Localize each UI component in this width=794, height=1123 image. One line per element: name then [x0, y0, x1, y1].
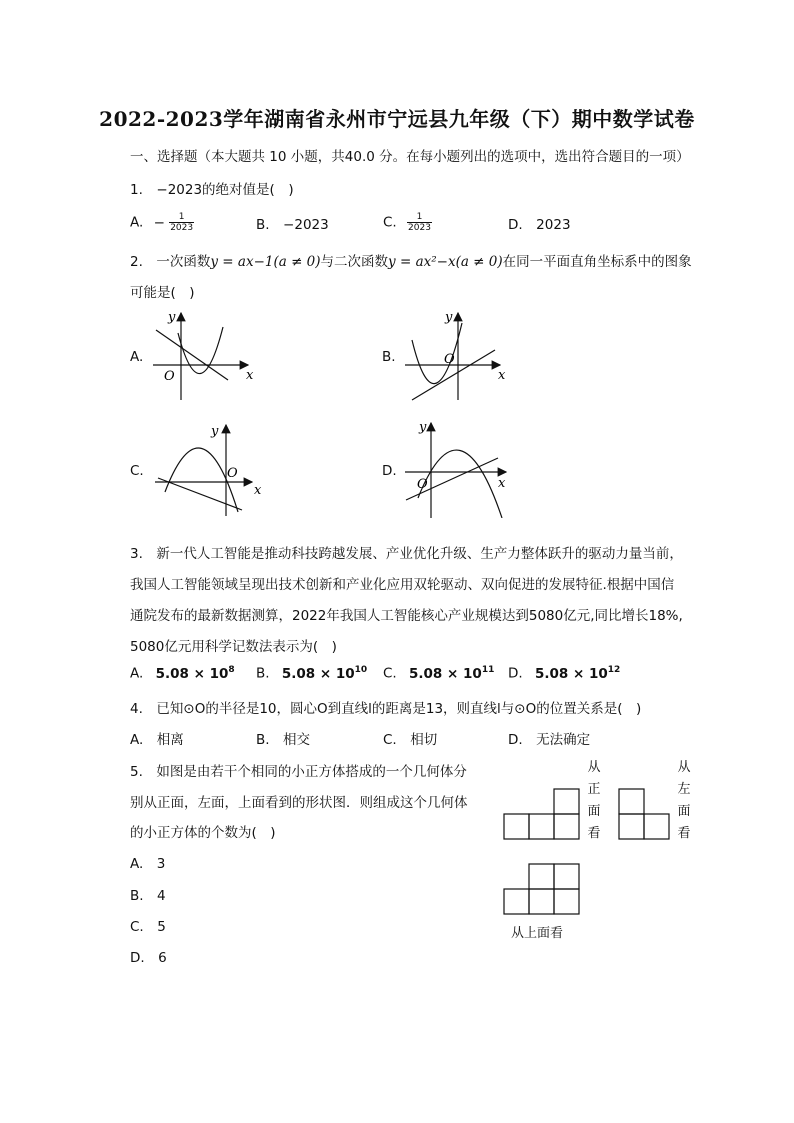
y-axis-label: y	[168, 310, 176, 325]
q3-option-a[interactable]	[130, 665, 235, 682]
q4-stem: 4. 已知⊙O的半径是10，圆心O到直线l的距离是13，则直线l与⊙O的位置关系是( )	[130, 701, 642, 717]
q5-top-view-label: 从上面看	[511, 926, 564, 941]
q3-d-label: D.	[508, 665, 523, 682]
left-view-cube	[619, 814, 644, 839]
q5-left-view-label: 从左面看	[677, 760, 691, 841]
q2-mid: 与二次函数	[320, 254, 389, 270]
q1-a-numerator: 1	[169, 212, 194, 223]
q2-pre: 2. 一次函数	[130, 254, 211, 270]
q3-option-d[interactable]	[508, 665, 620, 682]
q3-line2: 我国人工智能领域呈现出技术创新和产业化应用双轮驱动、双向促进的发展特征.根据中国信	[130, 577, 675, 593]
q3-a-label: A.	[130, 665, 144, 682]
x-axis-label: x	[498, 368, 506, 383]
q2-graph-b	[400, 305, 520, 405]
q1-c-label: C.	[383, 214, 397, 231]
top-view-cube	[529, 889, 554, 914]
left-view-cube	[644, 814, 669, 839]
q2-option-c[interactable]: C.	[130, 463, 144, 479]
origin-label: O	[417, 477, 428, 492]
y-axis-label: y	[419, 420, 427, 435]
page-title: 2022-2023学年湖南省永州市宁远县九年级（下）期中数学试卷	[99, 107, 695, 131]
top-view-cube	[554, 889, 579, 914]
q2-graph-a	[148, 305, 268, 405]
q5-line3: 的小正方体的个数为( )	[130, 825, 276, 841]
x-axis-label: x	[246, 368, 254, 383]
q3-d-base: 5.08 × 10	[534, 665, 608, 682]
q5-front-view-label: 从正面看	[587, 760, 601, 841]
q4-option-d[interactable]: D. 无法确定	[508, 732, 591, 748]
q1-stem: 1. −2023的绝对值是( )	[130, 182, 294, 198]
q5-option-d[interactable]: D. 6	[130, 950, 167, 966]
q3-b-label: B.	[256, 665, 270, 682]
q2-graph-c	[150, 420, 270, 520]
q3-d-exponent: 12	[607, 665, 621, 675]
q1-a-label: A.	[130, 214, 144, 231]
q1-c-fraction	[407, 212, 432, 233]
q1-option-d[interactable]: D. 2023	[508, 217, 571, 233]
q2-line1	[130, 250, 692, 270]
top-view-cube	[529, 864, 554, 889]
q5-option-c[interactable]: C. 5	[130, 919, 166, 935]
q1-option-a[interactable]	[130, 212, 194, 233]
q5-top-view	[500, 862, 582, 918]
q2-option-a[interactable]: A.	[130, 349, 144, 365]
origin-label: O	[444, 352, 455, 367]
q3-line4: 5080亿元用科学记数法表示为( )	[130, 639, 337, 655]
q2-option-d[interactable]: D.	[382, 463, 397, 479]
q3-b-exponent: 10	[354, 665, 368, 675]
q5-front-view	[500, 785, 582, 841]
line	[158, 478, 242, 510]
section-heading: 一、选择题（本大题共 10 小题，共40.0 分。在每小题列出的选项中，选出符合题目的一项）	[130, 149, 690, 165]
q2-graph-d	[400, 418, 520, 518]
front-view-cube	[504, 814, 529, 839]
q3-c-exponent: 11	[481, 665, 495, 675]
top-view-cube	[554, 864, 579, 889]
q5-option-a[interactable]: A. 3	[130, 856, 166, 872]
q4-option-c[interactable]: C. 相切	[383, 732, 438, 748]
q3-line3: 通院发布的最新数据测算，2022年我国人工智能核心产业规模达到5080亿元,同比增长18%,	[130, 608, 683, 624]
q1-c-numerator: 1	[407, 212, 432, 223]
q3-c-base: 5.08 × 10	[409, 665, 482, 682]
q3-a-exponent: 8	[228, 665, 235, 675]
q3-a-base: 5.08 × 10	[155, 665, 229, 682]
q3-c-label: C.	[383, 665, 397, 682]
front-view-cube	[554, 814, 579, 839]
q2-formula-linear: y = ax−1(a ≠ 0)	[210, 254, 321, 270]
y-axis-label: y	[445, 310, 453, 325]
x-axis-label: x	[498, 476, 506, 491]
front-view-cube	[529, 814, 554, 839]
q2-formula-quadratic: y = ax²−x(a ≠ 0)	[388, 254, 503, 270]
front-view-cube	[554, 789, 579, 814]
q3-b-base: 5.08 × 10	[281, 665, 355, 682]
q1-a-fraction	[169, 212, 194, 233]
origin-label: O	[227, 466, 238, 481]
q5-line2: 别从正面，左面，上面看到的形状图．则组成这个几何体	[130, 795, 468, 811]
top-view-cube	[504, 889, 529, 914]
q1-c-denominator: 2023	[408, 223, 431, 233]
q4-option-a[interactable]: A. 相离	[130, 732, 184, 748]
q5-left-view	[615, 785, 673, 841]
q3-option-b[interactable]	[256, 665, 367, 682]
q5-option-b[interactable]: B. 4	[130, 888, 166, 904]
q5-line1: 5. 如图是由若干个相同的小正方体搭成的一个几何体分	[130, 764, 467, 780]
q3-option-c[interactable]	[383, 665, 494, 682]
origin-label: O	[164, 369, 175, 384]
x-axis-label: x	[254, 483, 262, 498]
left-view-cube	[619, 789, 644, 814]
q1-option-b[interactable]: B. −2023	[256, 217, 329, 233]
q1-a-denominator: 2023	[170, 223, 194, 233]
q2-option-b[interactable]: B.	[382, 349, 396, 365]
y-axis-label: y	[211, 424, 219, 439]
q1-option-c[interactable]	[383, 212, 432, 233]
q2-post: 在同一平面直角坐标系中的图象	[502, 254, 692, 270]
q1-a-sign: −	[153, 214, 165, 231]
q2-line2: 可能是( )	[130, 285, 195, 301]
q4-option-b[interactable]: B. 相交	[256, 732, 311, 748]
q3-line1: 3. 新一代人工智能是推动科技跨越发展、产业优化升级、生产力整体跃升的驱动力量当前，	[130, 546, 683, 562]
